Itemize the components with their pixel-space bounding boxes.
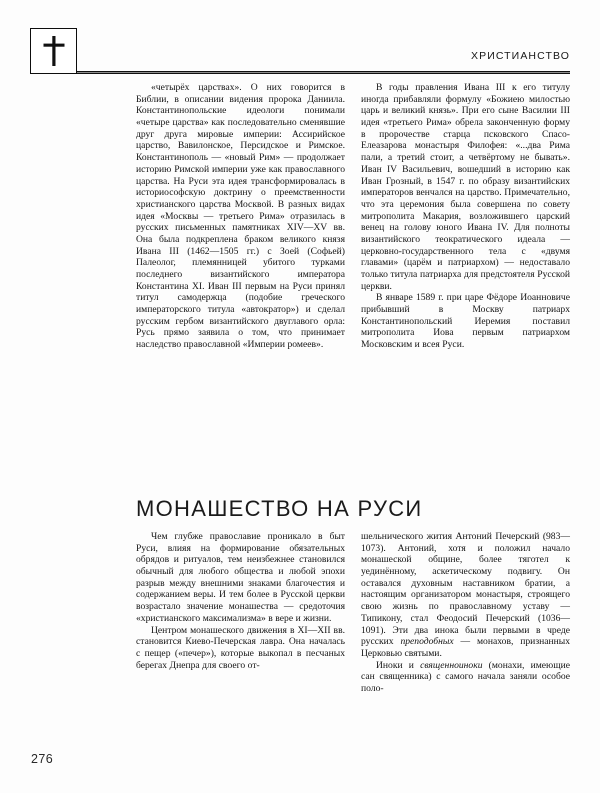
page-number: 276 [31, 752, 54, 766]
paragraph: Чем глубже православие проникало в быт Руси, влияя на формирование обязательных обрядов и ритуалов, тем неизбежнее становился обычный для любого общества и любой эпохи разрыв между внешними знаками благочестия и содержанием веры. И тем более в Русской церкви возрастало значение монашества — средоточия «христианского максимализма» в вере и жизни. [136, 531, 345, 624]
emphasized-term: священноиноки [420, 659, 483, 671]
upper-columns [136, 82, 570, 351]
lower-right-column [361, 531, 570, 695]
paragraph-text: Иноки и [376, 659, 421, 671]
paragraph: Центром монашеского движения в XI—XII вв. становится Киево-Печерская лавра. Она началась с пещер («печер»), которые выкопал в песчаных берегах Днепра для своего от- [136, 624, 345, 671]
paragraph: В январе 1589 г. при царе Фёдоре Иоанновиче прибывший в Москву патриарх Константинопольский Иеремия поставил митрополита Иова первым патриархом Московским и всея Руси. [361, 292, 570, 351]
cross-icon [30, 28, 77, 74]
lower-columns [136, 531, 570, 695]
paragraph-text: (монахи, имеющие сан священника) с самого начала заняли особое поло- [361, 659, 570, 694]
page-header [0, 0, 600, 80]
upper-right-column [361, 82, 570, 351]
paragraph [361, 660, 570, 695]
paragraph: В годы правления Ивана III к его титулу иногда прибавляли формулу «Божиею милостью царь и великий князь». При его сыне Василии III идея «третьего Рима» обрела законченную форму в пророчестве старца псковского Спасо-Елеазарова монастыря Филофея: «...два Рима пали, а третий стоит, а четвёртому не бывать». Иван IV Васильевич, вошедший в историю как Иван Грозный, в 1547 г. по образу византийских императоров венчался на царство. Примечательно, что эта церемония была совершена по совету митрополита Макария, возложившего царский венец на голову юного Ивана IV. Для полноты византийского теократического идеала — церковно-государственного тела с «двумя главами» (царём и патриархом) — недоставало только титула патриарха для предстоятеля Русской церкви. [361, 82, 570, 292]
paragraph: «четырёх царствах». О них говорится в Библии, в описании видения пророка Даниила. Константинопольские идеологи понимали «четыре царства» как последовательно сменявшие друг друга мировые империи: Ассирийское царство, Вавилонское, Персидское и Римское. Константинополь — «новый Рим» — продолжает историю Римской империи уже как православного царства. На Руси эта идея трансформировалась в историософскую доктрину о преемственности христианского царства Москвой. В разных видах идея «Москвы — третьего Рима» отразилась в русских письменных памятниках XIV—XV вв. Она была подкреплена браком великого князя Ивана III (1462—1505 гг.) с Зоей (Софьей) Палеолог, племянницей убитого турками последнего византийского императора Константина XI. Иван III первым на Руси принял титул самодержца (подобие греческого императорского титула «автократор») и сделал русским гербом византийского двуглавого орла: Русь прямо заявила о том, что принимает наследство православной «Империи ромеев». [136, 82, 345, 351]
upper-left-column [136, 82, 345, 351]
emphasized-term: преподобных [400, 636, 454, 648]
paragraph-text: — монахов, признанных Церковью святыми. [361, 636, 571, 659]
paragraph-text: шельнического жития Антоний Печерский (983—1073). Антоний, хотя и положил начало монашеской общине, более тяготел к уединённому, аскетическому подвигу. Он оставался духовным наставником братии, а настоящим организатором монастыря, строящего свою жизнь по православному уставу — Типикону, стал Феодосий Печерский (1036—1091). Эти два инока были первыми в чреде русских [361, 531, 570, 648]
paragraph [361, 531, 570, 660]
section-heading: МОНАШЕСТВО НА РУСИ [136, 496, 423, 521]
lower-left-column [136, 531, 345, 671]
header-rule [77, 71, 570, 74]
running-head-title: ХРИСТИАНСТВО [470, 50, 570, 62]
